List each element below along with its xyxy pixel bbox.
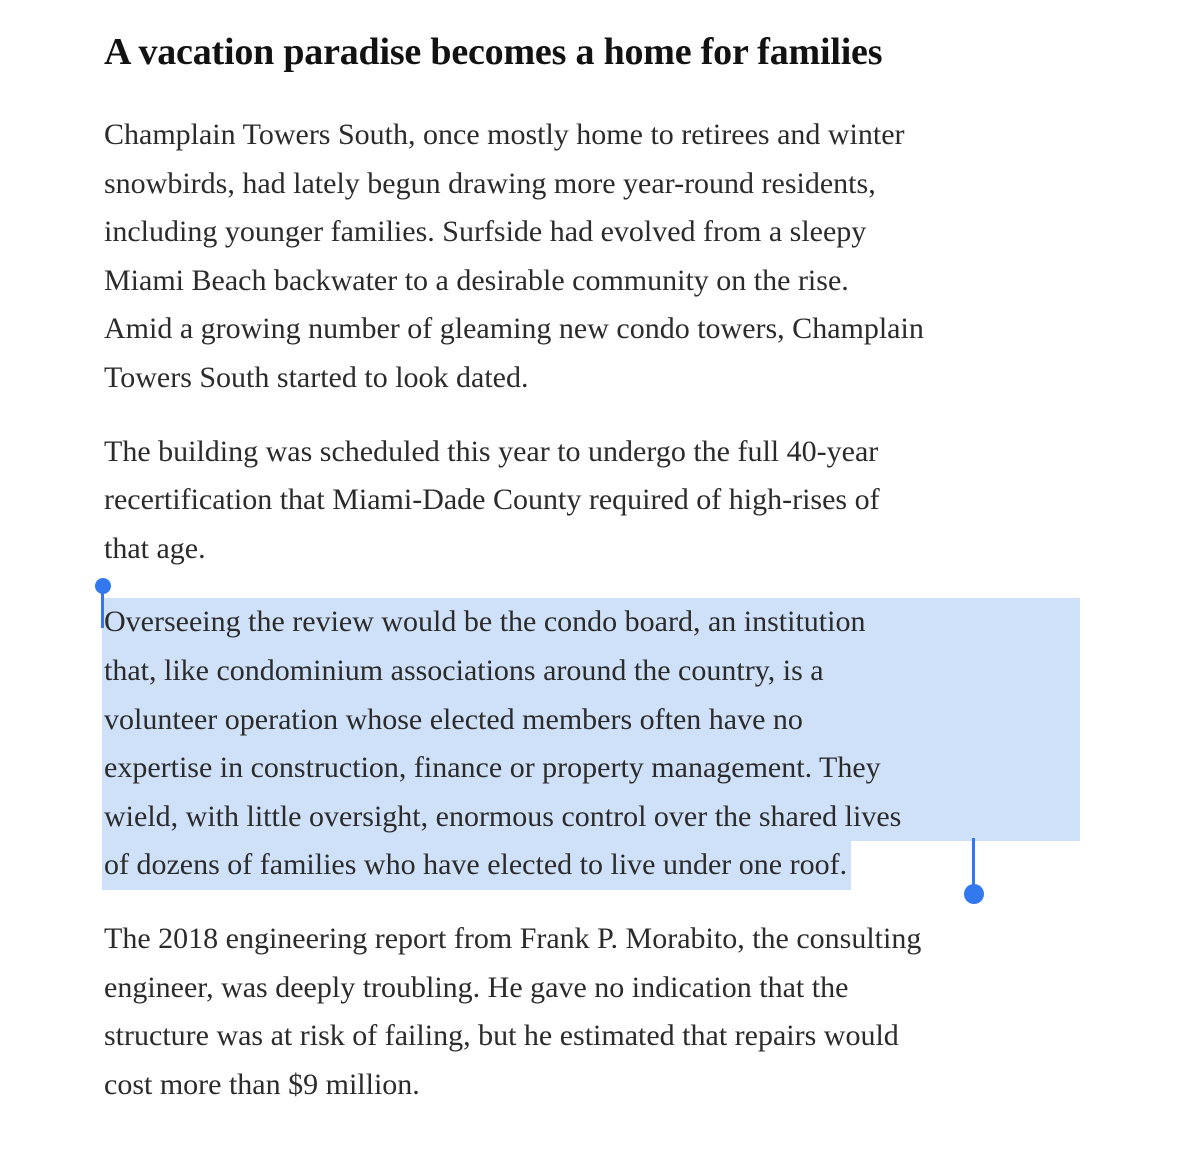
selected-text-line: volunteer operation whose elected members often have no	[102, 696, 1080, 745]
selection-start-handle[interactable]	[100, 578, 104, 632]
paragraph-2[interactable]	[104, 428, 1094, 574]
paragraph-4[interactable]	[104, 915, 1094, 1109]
text-line: Miami Beach backwater to a desirable community on the rise.	[104, 263, 849, 297]
text-line: engineer, was deeply troubling. He gave no indication that the	[104, 970, 849, 1004]
selected-text-line: wield, with little oversight, enormous control over the shared lives	[102, 793, 1080, 842]
text-line: The 2018 engineering report from Frank P. Morabito, the consulting	[104, 921, 922, 955]
text-line: including younger families. Surfside had evolved from a sleepy	[104, 215, 867, 249]
text-line: structure was at risk of failing, but he estimated that repairs would	[104, 1019, 899, 1053]
selection-start-caret	[101, 588, 104, 628]
selected-text-line: expertise in construction, finance or property management. They	[102, 744, 1080, 793]
text-line: cost more than $9 million.	[104, 1067, 420, 1101]
selection-end-knob[interactable]	[964, 884, 984, 904]
article	[104, 28, 1094, 1109]
selected-text-line: that, like condominium associations around the country, is a	[102, 647, 1080, 696]
text-line: Towers South started to look dated.	[104, 360, 529, 394]
paragraph-1[interactable]	[104, 111, 1094, 403]
selected-text-line: of dozens of families who have elected to live under one roof.	[102, 841, 851, 890]
text-line: Champlain Towers South, once mostly home to retirees and winter	[104, 118, 905, 151]
text-line: recertification that Miami-Dade County required of high-rises of	[104, 483, 880, 517]
text-line: Amid a growing number of gleaming new condo towers, Champlain	[104, 312, 924, 346]
selected-paragraph[interactable]	[104, 598, 1094, 890]
text-line: snowbirds, had lately begun drawing more year-round residents,	[104, 166, 876, 200]
text-line: that age.	[104, 531, 206, 565]
selection-end-caret	[972, 838, 975, 890]
text-line: The building was scheduled this year to undergo the full 40-year	[104, 434, 879, 468]
selected-text-line: Overseeing the review would be the condo board, an institution	[102, 598, 1080, 647]
section-heading: A vacation paradise becomes a home for families	[104, 31, 883, 73]
selection-end-handle[interactable]	[971, 838, 975, 908]
